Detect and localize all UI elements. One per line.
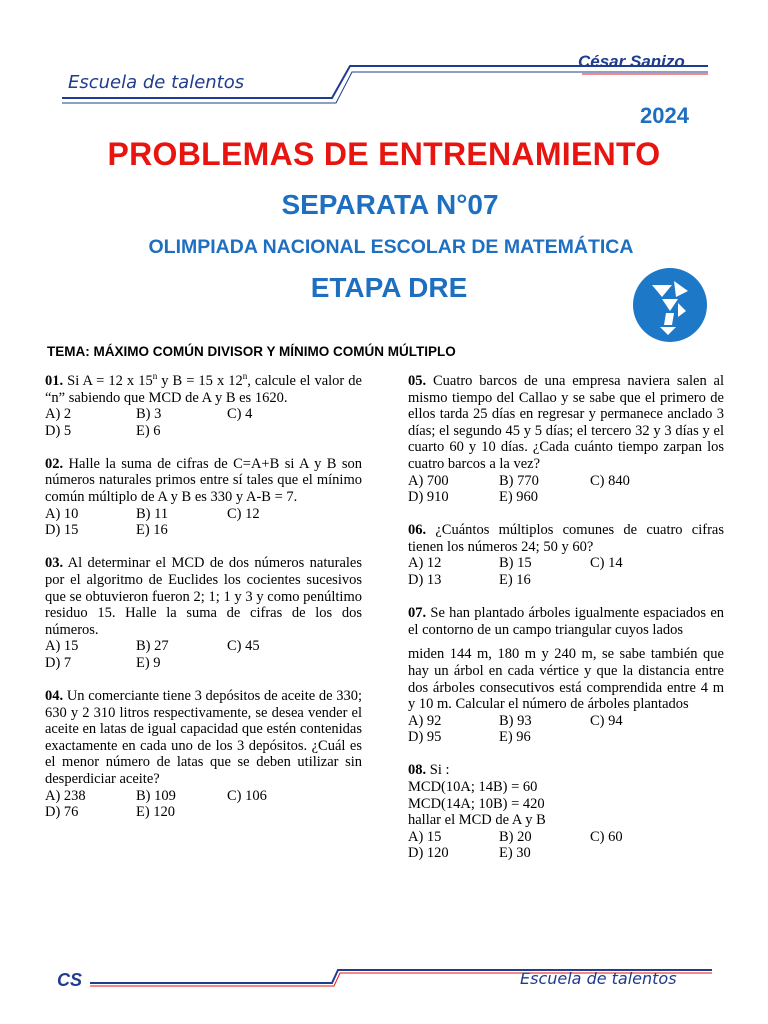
answer-options: [408, 555, 724, 588]
option-c: C) 840: [590, 472, 630, 489]
option-d: D) 7: [45, 654, 72, 671]
option-d: D) 120: [408, 845, 449, 862]
problem-01: 01. Si A = 12 x 15$^n$ y B = 15 x 12$^n$, calcule el valor de “n” sabiendo que MCD de A y B es 1620. A) 2 B) 3 C) 4 D) 5 E) 6: [45, 371, 362, 439]
option-c: C) 60: [590, 828, 623, 845]
option-e: E) 6: [136, 422, 161, 439]
option-d: D) 5: [45, 422, 72, 439]
option-b: B) 15: [499, 555, 532, 572]
answer-options: [408, 713, 724, 746]
option-a: A) 2: [45, 406, 72, 423]
option-d: D) 95: [408, 729, 442, 746]
option-a: A) 12: [408, 555, 442, 572]
header-school-name: Escuela de talentos: [68, 72, 245, 93]
option-e: E) 30: [499, 845, 531, 862]
answer-options: [408, 829, 724, 862]
option-a: A) 15: [45, 638, 79, 655]
year-label: 2024: [640, 103, 689, 128]
problem-06: 06. ¿Cuántos múltiplos comunes de cuatro cifras tienen los números 24; 50 y 60? A) 12 B) 15 C) 14 D) 13 E) 16: [408, 522, 724, 589]
option-b: B) 20: [499, 828, 532, 845]
answer-options: [45, 638, 362, 671]
left-column: [45, 373, 362, 837]
option-a: A) 92: [408, 712, 442, 729]
option-b: B) 27: [136, 638, 169, 655]
option-a: A) 10: [45, 505, 79, 522]
option-d: D) 13: [408, 572, 442, 589]
option-e: E) 9: [136, 654, 161, 671]
footer-initials: CS: [57, 970, 83, 990]
option-c: C) 14: [590, 555, 623, 572]
answer-options: [408, 473, 724, 506]
problem-number: 01.: [45, 373, 64, 389]
problem-02: 02. Halle la suma de cifras de C=A+B si A y B son números naturales primos entre sí tales que el mínimo común múltiplo de A y B es 330 y A-B = 7. A) 10 B) 11 C) 12 D) 15 E) 16: [45, 455, 362, 539]
option-e: E) 16: [499, 572, 531, 589]
problem-07: 07. Se han plantado árboles igualmente espaciados en el contorno de un campo triangular cuyos lados miden 144 m, 180 m y 240 m, se sabe también que hay un árbol en cada vértice y que la distancia entre dos árboles consecutivos está comprendida entre 4 m y 10 m. Calcular el número de árboles plantados A) 92 B) 93 C) 94 D) 95 E) 96: [408, 605, 724, 746]
olympiad-title: OLIMPIADA NACIONAL ESCOLAR DE MATEMÁTICA: [148, 236, 634, 258]
option-b: B) 770: [499, 472, 539, 489]
problem-number: 04.: [45, 688, 64, 704]
separata-title: SEPARATA N°07: [281, 189, 499, 220]
header-author: César Sanizo: [578, 52, 685, 71]
option-e: E) 16: [136, 522, 168, 539]
stage-title: ETAPA DRE: [310, 272, 468, 303]
option-e: E) 96: [499, 729, 531, 746]
answer-options: [45, 406, 362, 439]
option-d: D) 15: [45, 522, 79, 539]
problem-05: 05. Cuatro barcos de una empresa naviera salen al mismo tiempo del Callao y se sabe que el primero de ellos tarda 25 días en regresar y permanece anclado 3 días; el segundo 45 y 5 días; el tercero 32 y 3 días y el cuarto 60 y 10 días. ¿Cada cuánto tiempo zarpan los cuatro barcos a la vez? A) 700 B) 770 C) 840 D) 910 E) 960: [408, 373, 724, 506]
problem-number: 03.: [45, 555, 64, 572]
option-b: B) 109: [136, 787, 176, 804]
problem-number: 08.: [408, 762, 427, 779]
option-b: B) 93: [499, 712, 532, 729]
option-a: A) 238: [45, 787, 86, 804]
answer-options: [45, 506, 362, 539]
problem-04: 04. Un comerciante tiene 3 depósitos de aceite de 330; 630 y 2 310 litros respectivamente, se desea vender el aceite en latas de igual capacidad que estén contenidas exactamente en cada uno de los 3 depósitos. ¿Cuál es el menor número de latas que se deben utilizar sin desperdiciar aceite? A) 238 B) 109 C) 106 D) 76 E) 120: [45, 688, 362, 821]
problem-number: 05.: [408, 373, 427, 389]
problem-08: 08. Si : MCD(10A; 14B) = 60 MCD(14A; 10B) = 420 hallar el MCD de A y B A) 15 B) 20 C) 60 D) 120 E) 30: [408, 762, 724, 862]
footer-school-name: Escuela de talentos: [520, 969, 677, 988]
option-c: C) 45: [227, 638, 260, 655]
problem-number: 07.: [408, 605, 427, 622]
option-a: A) 15: [408, 828, 442, 845]
option-e: E) 120: [136, 804, 176, 821]
option-c: C) 12: [227, 505, 260, 522]
problem-number: 06.: [408, 522, 427, 539]
option-c: C) 94: [590, 712, 623, 729]
option-d: D) 76: [45, 804, 79, 821]
page-title: PROBLEMAS DE ENTRENAMIENTO: [107, 136, 661, 172]
answer-options: [45, 788, 362, 821]
problem-03: 03. Al determinar el MCD de dos números naturales por el algoritmo de Euclides los cocientes sucesivos que se obtuvieron fueron 2; 1; 1 y 3 y como penúltimo residuo 15. Halle la suma de cifras de los dos números. A) 15 B) 27 C) 45 D) 7 E) 9: [45, 555, 362, 671]
option-a: A) 700: [408, 472, 449, 489]
option-b: B) 3: [136, 406, 162, 423]
topic-heading: TEMA: MÁXIMO COMÚN DIVISOR Y MÍNIMO COMÚN MÚLTIPLO: [47, 344, 456, 359]
option-c: C) 4: [227, 406, 253, 423]
option-b: B) 11: [136, 505, 169, 522]
olympiad-logo-icon: [632, 267, 708, 343]
problem-number: 02.: [45, 455, 64, 472]
option-d: D) 910: [408, 489, 449, 506]
option-c: C) 106: [227, 787, 267, 804]
option-e: E) 960: [499, 489, 539, 506]
right-column: [408, 373, 724, 878]
